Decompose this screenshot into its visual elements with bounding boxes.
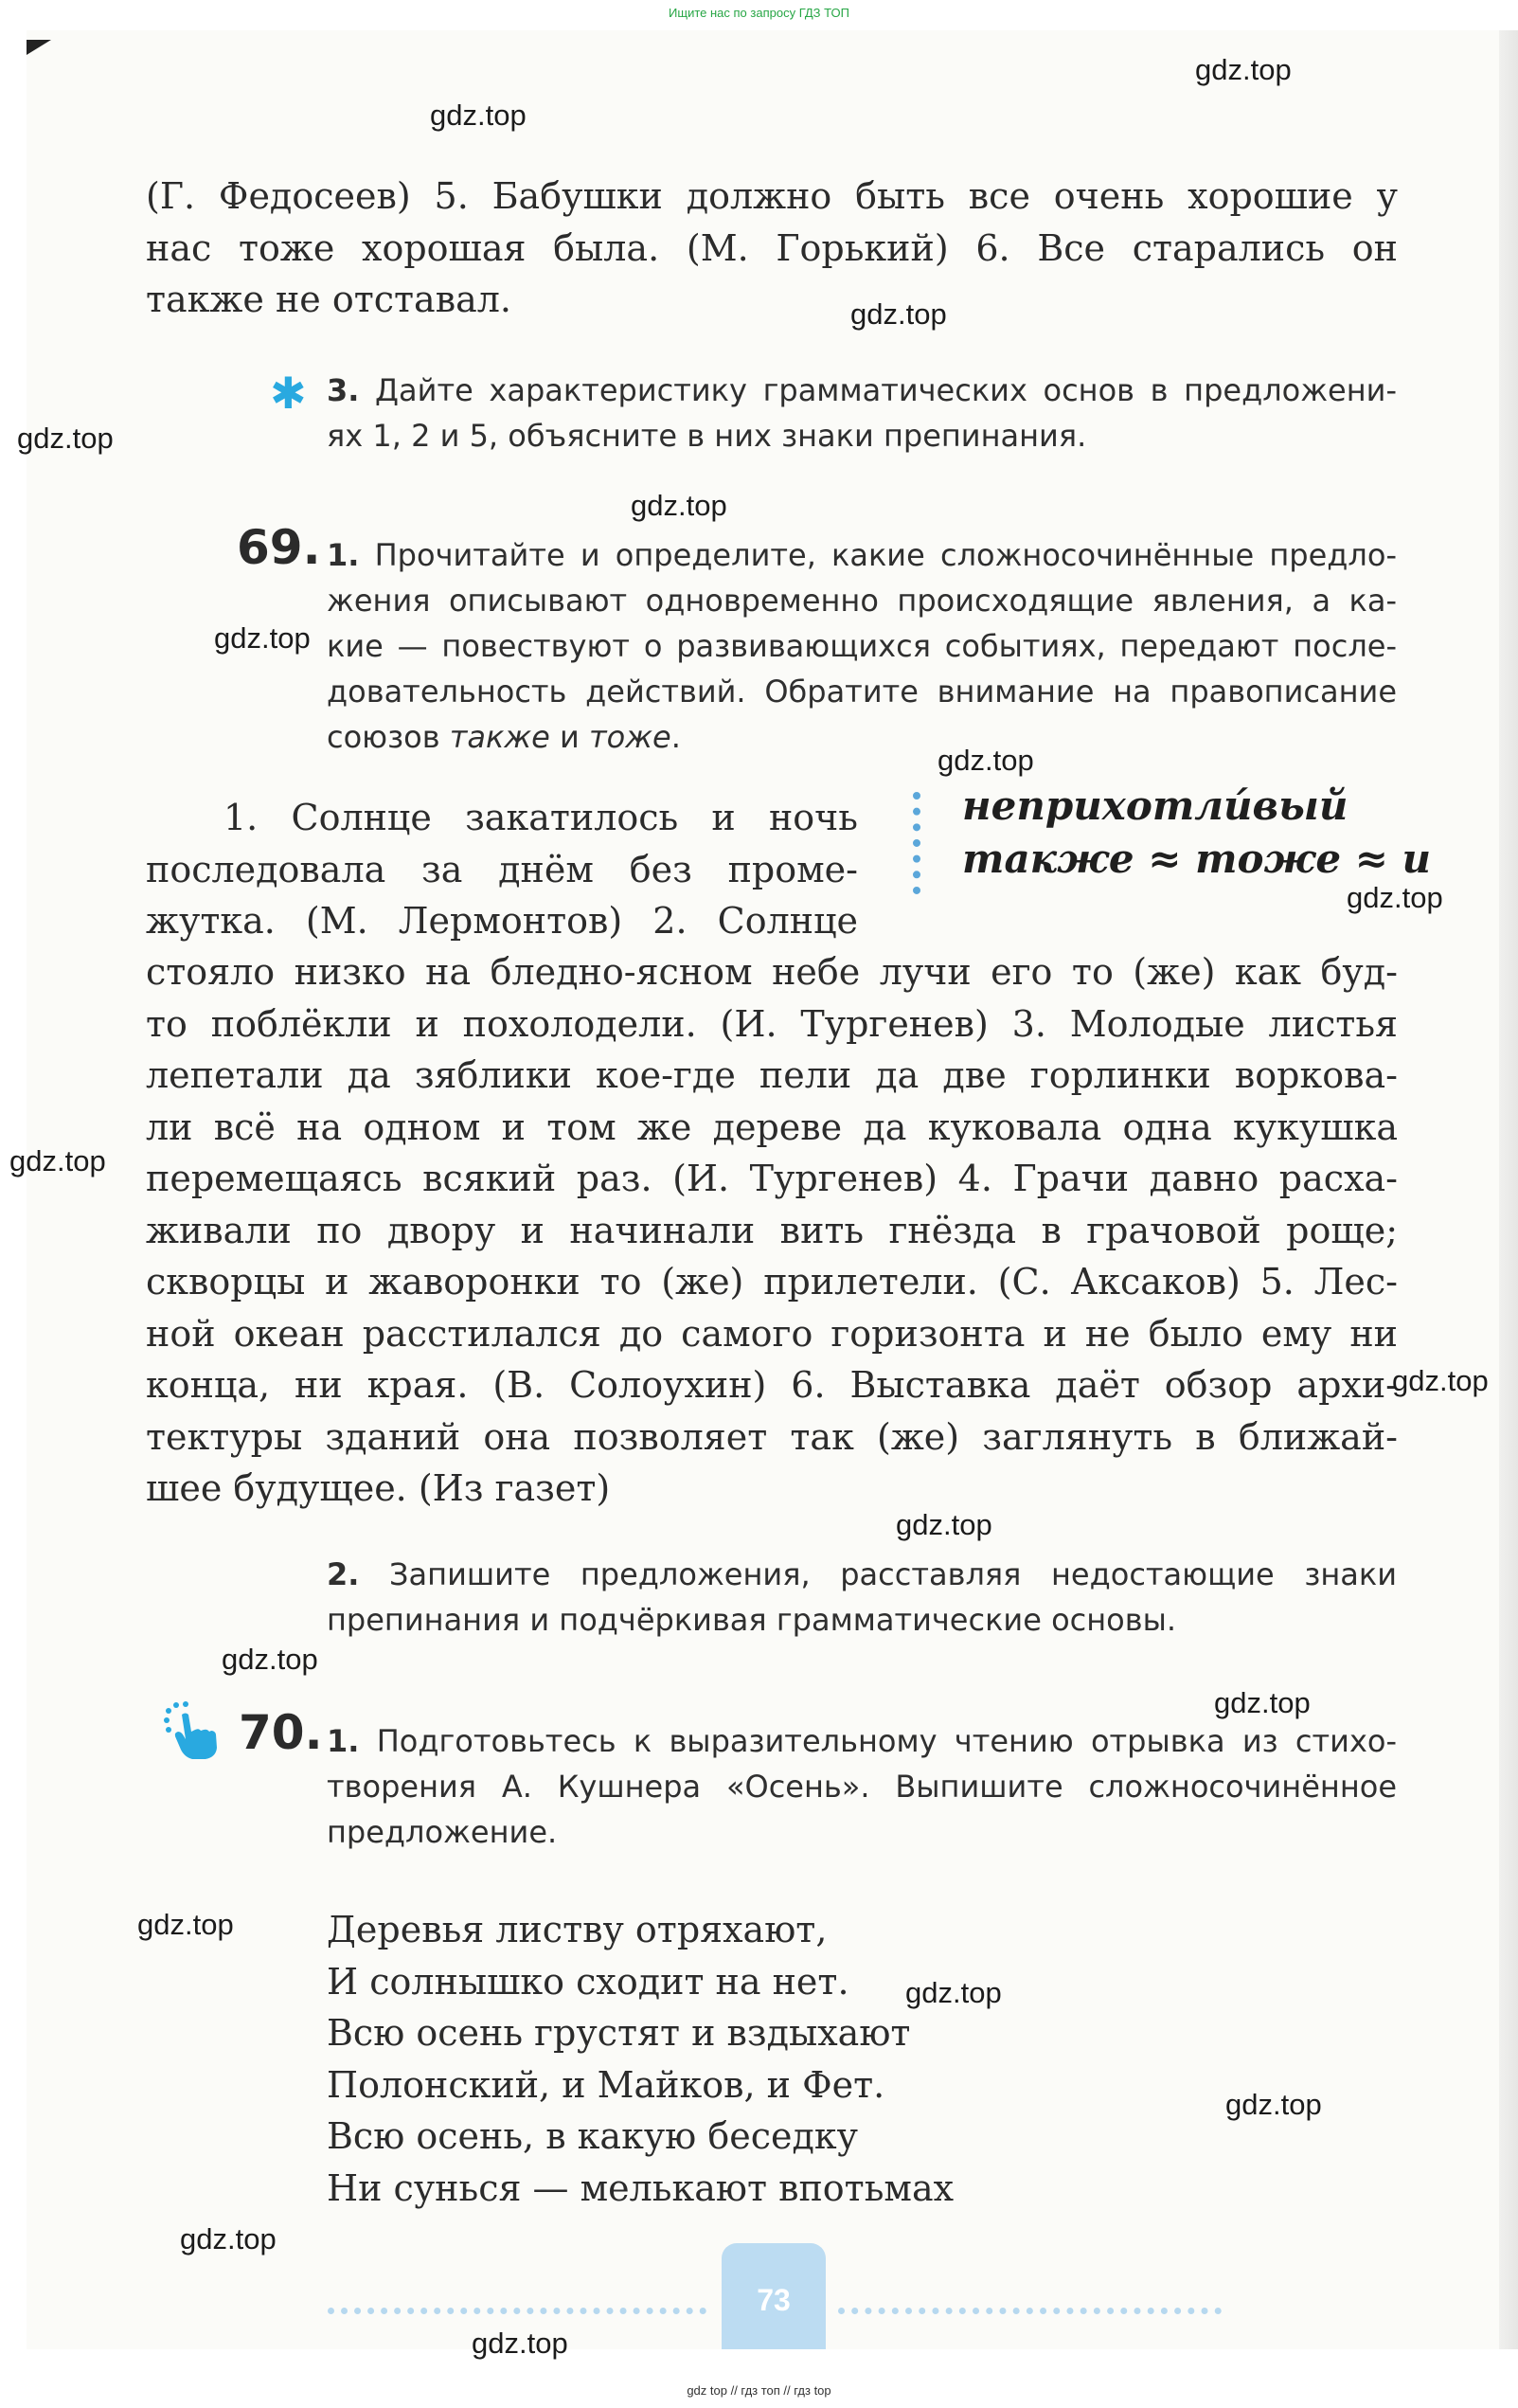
task-line: кие — повествуют о развивающихся событиях, передают после-	[327, 628, 1397, 664]
task-line: Запишите предложения, расставляя недостающие знаки	[389, 1556, 1398, 1592]
watermark: gdz.top	[1392, 1364, 1489, 1397]
task-3-line: Дайте характеристику грамматических основ в предложени-	[375, 372, 1397, 408]
side-formula: также ≈ тоже ≈ и	[962, 836, 1432, 882]
text-line: ли всё на одном и том же дереве да куковала одна кукушка	[146, 1105, 1398, 1148]
asterisk-icon: ✱	[270, 368, 307, 419]
intro-text	[146, 171, 1398, 326]
watermark: gdz.top	[1214, 1686, 1311, 1719]
exercise-69-task-2	[327, 1552, 1397, 1643]
hand-pointer-icon	[163, 1701, 218, 1760]
task-line: Прочитайте и определите, какие сложносочинённые предло-	[374, 537, 1398, 573]
text-line: тектуры зданий она позволяет так (же) заглянуть в ближай-	[146, 1415, 1398, 1458]
text-line: лепетали да зяблики кое-где пели да две горлинки воркова-	[146, 1054, 1398, 1096]
footer-dots-left	[328, 2308, 706, 2314]
poem	[327, 1904, 954, 2214]
task-line: довательность действий. Обратите внимание на правописание	[327, 674, 1397, 710]
top-note: Ищите нас по запросу ГДЗ ТОП	[669, 6, 849, 20]
exercise-69-task	[327, 532, 1397, 760]
text-line: шее будущее. (Из газет)	[146, 1467, 611, 1509]
page-number: 73	[757, 2283, 791, 2317]
text-line: перемещаясь всякий раз. (И. Тургенев) 4. Грачи давно расха-	[146, 1158, 1398, 1199]
task-number: 2.	[327, 1556, 360, 1592]
exercise-69-text-narrow	[146, 792, 858, 947]
watermark: gdz.top	[896, 1508, 992, 1541]
task-line: жения описывают одновременно происходящие явления, а ка-	[327, 583, 1397, 619]
text-line: последовала за днём без проме-	[146, 848, 858, 890]
intro-line: нас тоже хорошая была. (М. Горький) 6. Все старались он	[146, 226, 1398, 269]
poem-line: Всю осень, в какую беседку	[327, 2115, 858, 2157]
watermark: gdz.top	[1225, 2088, 1322, 2121]
task-3-number: 3.	[327, 372, 360, 408]
text-line: конца, ни края. (В. Солоухин) 6. Выставка даёт обзор архи-	[146, 1364, 1398, 1406]
page-corner-mark	[27, 40, 51, 55]
exercise-70-task	[327, 1718, 1397, 1855]
task-line: препинания и подчёркивая грамматические основы.	[327, 1602, 1177, 1638]
watermark: gdz.top	[180, 2222, 277, 2255]
task-line: предложение.	[327, 1814, 558, 1850]
watermark: gdz.top	[850, 297, 947, 331]
text-line: 1. Солнце закатилось и ночь	[223, 797, 858, 838]
page-edge-shadow	[1499, 30, 1518, 2349]
text-line: то поблёкли и похолодели. (И. Тургенев) 3. Молодые листья	[146, 1002, 1398, 1045]
poem-line: Всю осень грустят и вздыхают	[327, 2012, 911, 2054]
task-number: 1.	[327, 537, 360, 573]
side-dotted-divider	[913, 792, 928, 894]
poem-line: И солнышко сходит на нет.	[327, 1960, 849, 2003]
poem-line: Деревья листву отряхают,	[327, 1909, 828, 1950]
text-line: жутка. (М. Лермонтов) 2. Солнце	[146, 900, 858, 942]
task-3-line: ях 1, 2 и 5, объясните в них знаки препинания.	[327, 418, 1087, 454]
intro-line: также не отставал.	[146, 279, 511, 320]
text-line: скворцы и жаворонки то (же) прилетели. (С. Аксаков) 5. Лес-	[146, 1261, 1398, 1303]
watermark: gdz.top	[631, 489, 727, 522]
poem-line: Ни сунься — мелькают впотьмах	[327, 2166, 955, 2209]
task-line: Подготовьтесь к выразительному чтению отрывка из стихо-	[376, 1723, 1398, 1759]
intro-line: (Г. Федосеев) 5. Бабушки должно быть все очень хорошие у	[146, 175, 1398, 217]
watermark: gdz.top	[430, 99, 527, 132]
exercise-70-number: 70.	[239, 1705, 323, 1760]
word-tozhe: тоже	[588, 719, 671, 755]
watermark: gdz.top	[1195, 53, 1292, 86]
word-takzhe: также	[449, 719, 550, 755]
bottom-note: gdz top // гдз топ // гдз top	[687, 2383, 831, 2398]
watermark: gdz.top	[938, 744, 1034, 777]
text-line: стояло низко на бледно-ясном небе лучи его то (же) как буд-	[146, 951, 1398, 993]
task-line-last: союзов также и тоже.	[327, 719, 681, 755]
watermark: gdz.top	[9, 1144, 106, 1177]
watermark: gdz.top	[472, 2327, 568, 2360]
side-word: неприхотли́вый	[962, 782, 1348, 829]
exercise-69-text	[146, 946, 1398, 1515]
watermark: gdz.top	[222, 1643, 318, 1676]
watermark: gdz.top	[137, 1908, 234, 1941]
watermark: gdz.top	[17, 422, 114, 455]
watermark: gdz.top	[1347, 881, 1443, 914]
task-line: творения А. Кушнера «Осень». Выпишите сложносочинённое	[327, 1769, 1397, 1805]
footer-dots-right	[838, 2308, 1222, 2314]
task-3	[327, 368, 1397, 458]
exercise-69-number: 69.	[237, 520, 321, 575]
watermark: gdz.top	[214, 621, 311, 655]
text-line: живали по двору и начинали вить гнёзда в грачовой роще;	[146, 1209, 1398, 1251]
poem-line: Полонский, и Майков, и Фет.	[327, 2063, 885, 2106]
text-line: ной океан расстилался до самого горизонта и не было ему ни	[146, 1312, 1398, 1355]
watermark: gdz.top	[905, 1976, 1002, 2009]
task-number: 1.	[327, 1723, 360, 1759]
